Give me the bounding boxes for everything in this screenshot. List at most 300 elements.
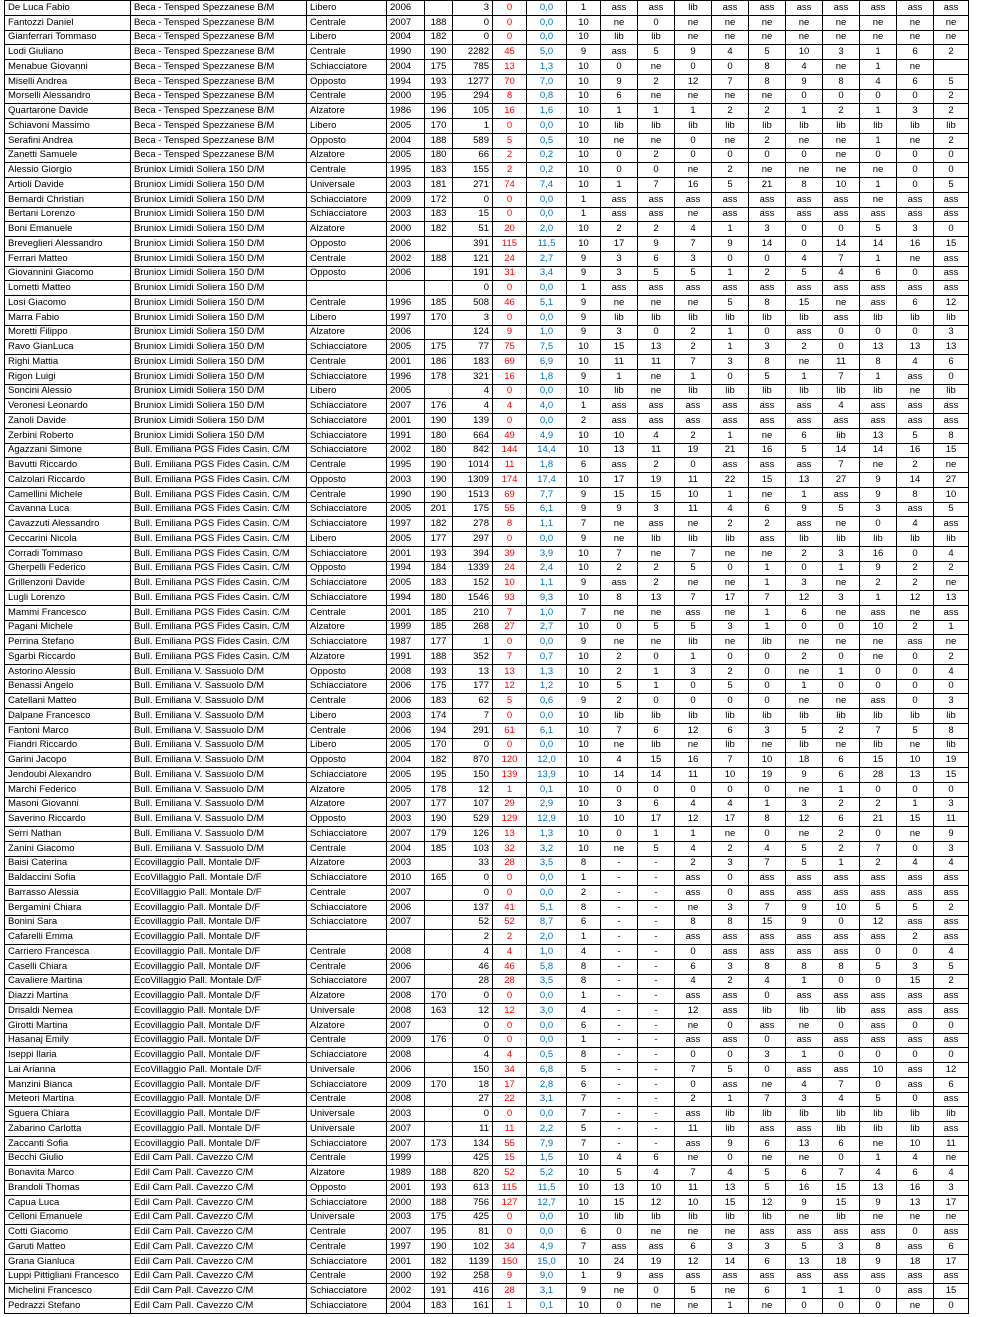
- cell-name: Michelini Francesco: [5, 1284, 131, 1299]
- cell-team: Bull. Emiliana V. Sassuolo D/M: [131, 827, 307, 842]
- cell-s5: 7: [749, 856, 786, 871]
- cell-s8: 28: [860, 768, 897, 783]
- cell-role: Opposto: [307, 812, 387, 827]
- cell-s5: 5: [749, 45, 786, 60]
- cell-height: [425, 1048, 453, 1063]
- cell-s6: 5: [786, 266, 823, 281]
- cell-s5: 0: [749, 325, 786, 340]
- cell-s1: ne: [601, 517, 638, 532]
- cell-s7: 6: [823, 1136, 860, 1151]
- cell-team: Bull. Emiliana PGS Fides Casin. C/M: [131, 532, 307, 547]
- cell-s3: lib: [675, 384, 712, 399]
- cell-points: 1513: [453, 487, 493, 502]
- cell-s3: 7: [675, 546, 712, 561]
- cell-s2: 1: [638, 827, 675, 842]
- cell-height: 181: [425, 178, 453, 193]
- cell-s10: ne: [934, 576, 969, 591]
- cell-points: 268: [453, 620, 493, 635]
- cell-s6: 8: [786, 178, 823, 193]
- cell-s7: 11: [823, 355, 860, 370]
- cell-s1: 15: [601, 1195, 638, 1210]
- cell-s6: 0: [786, 148, 823, 163]
- cell-s7: 0: [823, 1299, 860, 1314]
- cell-height: 178: [425, 369, 453, 384]
- cell-s10: 5: [934, 502, 969, 517]
- cell-s7: ne: [823, 30, 860, 45]
- cell-name: Moretti Filippo: [5, 325, 131, 340]
- cell-team: Ecovillaggio Pall. Montale D/F: [131, 1004, 307, 1019]
- cell-year: 2003: [387, 1210, 425, 1225]
- cell-height: [425, 1092, 453, 1107]
- cell-s1: -: [601, 900, 638, 915]
- cell-s9: 8: [897, 487, 934, 502]
- cell-team: Bull. Emiliana V. Sassuolo D/M: [131, 841, 307, 856]
- cell-s6: 4: [786, 1077, 823, 1092]
- cell-avg: 15,0: [527, 1254, 567, 1269]
- cell-s3: 9: [675, 45, 712, 60]
- cell-s10: ass: [934, 886, 969, 901]
- cell-name: Bernardi Christian: [5, 192, 131, 207]
- cell-s4: 6: [712, 723, 749, 738]
- cell-avg: 0,0: [527, 1107, 567, 1122]
- cell-gp: 7: [567, 1092, 601, 1107]
- cell-s6: 6: [786, 605, 823, 620]
- cell-points: 297: [453, 532, 493, 547]
- cell-gp: 1: [567, 1033, 601, 1048]
- cell-s6: lib: [786, 738, 823, 753]
- cell-year: 2001: [387, 1254, 425, 1269]
- cell-year: 2000: [387, 222, 425, 237]
- cell-avg: 12,7: [527, 1195, 567, 1210]
- cell-s1: lib: [601, 119, 638, 134]
- cell-points: 785: [453, 60, 493, 75]
- cell-s8: lib: [860, 709, 897, 724]
- cell-s4: ass: [712, 1033, 749, 1048]
- table-row: [5, 487, 969, 502]
- cell-s10: 4: [934, 1166, 969, 1181]
- cell-gp: 10: [567, 1195, 601, 1210]
- cell-s7: 1: [823, 856, 860, 871]
- cell-s4: lib: [712, 738, 749, 753]
- cell-s10: ne: [934, 1151, 969, 1166]
- cell-errors: 0: [493, 1, 527, 16]
- cell-s6: 10: [786, 45, 823, 60]
- cell-errors: 93: [493, 591, 527, 606]
- cell-s1: -: [601, 1018, 638, 1033]
- cell-s8: lib: [860, 310, 897, 325]
- cell-s3: lib: [675, 1210, 712, 1225]
- table-row: [5, 60, 969, 75]
- cell-avg: 1,3: [527, 827, 567, 842]
- table-row: [5, 163, 969, 178]
- cell-gp: 10: [567, 1299, 601, 1314]
- cell-year: 2002: [387, 251, 425, 266]
- cell-s10: ass: [934, 207, 969, 222]
- cell-s1: 9: [601, 502, 638, 517]
- cell-avg: 0,0: [527, 1225, 567, 1240]
- cell-s1: ne: [601, 532, 638, 547]
- cell-s6: 2: [786, 340, 823, 355]
- cell-s9: 5: [897, 900, 934, 915]
- cell-s8: 1: [860, 60, 897, 75]
- cell-s1: -: [601, 1063, 638, 1078]
- cell-s1: 3: [601, 797, 638, 812]
- cell-height: 183: [425, 694, 453, 709]
- cell-s9: 13: [897, 768, 934, 783]
- table-row: [5, 738, 969, 753]
- cell-s9: 0: [897, 1048, 934, 1063]
- cell-s10: 3: [934, 841, 969, 856]
- cell-s7: 3: [823, 45, 860, 60]
- cell-name: Garini Jacopo: [5, 753, 131, 768]
- cell-s3: ass: [675, 871, 712, 886]
- cell-errors: 0: [493, 192, 527, 207]
- cell-role: Schiacciatore: [307, 827, 387, 842]
- cell-s7: 18: [823, 1254, 860, 1269]
- cell-s6: lib: [786, 709, 823, 724]
- cell-year: 2005: [387, 502, 425, 517]
- cell-s8: 1: [860, 251, 897, 266]
- cell-s9: ass: [897, 1, 934, 16]
- cell-s4: 3: [712, 1240, 749, 1255]
- cell-role: Alzatore: [307, 989, 387, 1004]
- table-row: [5, 325, 969, 340]
- cell-role: Schiacciatore: [307, 414, 387, 429]
- cell-s7: lib: [823, 119, 860, 134]
- cell-avg: 6,8: [527, 1063, 567, 1078]
- cell-s4: ne: [712, 15, 749, 30]
- cell-s8: ne: [860, 15, 897, 30]
- cell-s9: 0: [897, 266, 934, 281]
- cell-s5: 4: [749, 841, 786, 856]
- cell-s1: 2: [601, 650, 638, 665]
- cell-team: Bruniox Limidi Soliera 150 D/M: [131, 384, 307, 399]
- table-row: [5, 1284, 969, 1299]
- table-row: [5, 15, 969, 30]
- cell-points: 1: [453, 119, 493, 134]
- cell-s8: 0: [860, 664, 897, 679]
- cell-s6: 6: [786, 428, 823, 443]
- cell-team: Bull. Emiliana V. Sassuolo D/M: [131, 768, 307, 783]
- cell-s1: 5: [601, 679, 638, 694]
- cell-name: Zanetti Samuele: [5, 148, 131, 163]
- cell-s5: 5: [749, 1166, 786, 1181]
- cell-avg: 2,2: [527, 1122, 567, 1137]
- cell-s3: ass: [675, 930, 712, 945]
- cell-points: 137: [453, 900, 493, 915]
- cell-s9: 0: [897, 325, 934, 340]
- cell-s9: lib: [897, 119, 934, 134]
- cell-errors: 4: [493, 945, 527, 960]
- cell-height: 195: [425, 1225, 453, 1240]
- cell-role: Schiacciatore: [307, 591, 387, 606]
- cell-s10: 13: [934, 591, 969, 606]
- cell-errors: 0: [493, 989, 527, 1004]
- cell-s3: 11: [675, 768, 712, 783]
- cell-s2: 0: [638, 694, 675, 709]
- cell-avg: 3,4: [527, 266, 567, 281]
- cell-s2: 5: [638, 266, 675, 281]
- cell-role: Centrale: [307, 959, 387, 974]
- cell-name: Lodi Giuliano: [5, 45, 131, 60]
- cell-s8: 13: [860, 428, 897, 443]
- cell-gp: 10: [567, 237, 601, 252]
- cell-s3: ass: [675, 1269, 712, 1284]
- cell-s10: ass: [934, 871, 969, 886]
- cell-year: 2010: [387, 871, 425, 886]
- cell-s4: ne: [712, 576, 749, 591]
- cell-gp: 1: [567, 399, 601, 414]
- cell-s10: ass: [934, 281, 969, 296]
- cell-avg: 0,0: [527, 886, 567, 901]
- cell-s10: 2: [934, 45, 969, 60]
- cell-s3: ass: [675, 399, 712, 414]
- cell-team: EcoVillaggio Pall. Montale D/F: [131, 871, 307, 886]
- cell-gp: 10: [567, 1210, 601, 1225]
- cell-s7: 5: [823, 502, 860, 517]
- cell-s4: 7: [712, 753, 749, 768]
- table-row: [5, 1269, 969, 1284]
- cell-s3: 6: [675, 1240, 712, 1255]
- cell-team: Bruniox Limidi Soliera 150 D/M: [131, 355, 307, 370]
- cell-s10: 8: [934, 428, 969, 443]
- cell-s2: ass: [638, 414, 675, 429]
- table-row: [5, 104, 969, 119]
- cell-role: Centrale: [307, 605, 387, 620]
- cell-s2: 2: [638, 576, 675, 591]
- cell-role: Libero: [307, 384, 387, 399]
- cell-s10: ass: [934, 1033, 969, 1048]
- cell-team: Bruniox Limidi Soliera 150 D/M: [131, 399, 307, 414]
- cell-errors: 31: [493, 266, 527, 281]
- cell-gp: 9: [567, 694, 601, 709]
- cell-s9: 4: [897, 856, 934, 871]
- cell-points: 210: [453, 605, 493, 620]
- cell-gp: 1: [567, 930, 601, 945]
- cell-s4: ass: [712, 989, 749, 1004]
- cell-s2: ne: [638, 60, 675, 75]
- cell-gp: 7: [567, 517, 601, 532]
- cell-s9: 0: [897, 841, 934, 856]
- cell-name: Schiavoni Massimo: [5, 119, 131, 134]
- cell-s5: ne: [749, 428, 786, 443]
- cell-team: Edil Cam Pall. Cavezzo C/M: [131, 1166, 307, 1181]
- cell-s9: ass: [897, 915, 934, 930]
- cell-height: 183: [425, 576, 453, 591]
- cell-s4: ass: [712, 458, 749, 473]
- cell-year: 2004: [387, 753, 425, 768]
- cell-s1: 0: [601, 1225, 638, 1240]
- cell-s3: lib: [675, 119, 712, 134]
- cell-year: 1991: [387, 650, 425, 665]
- cell-gp: 6: [567, 1225, 601, 1240]
- cell-s1: 3: [601, 251, 638, 266]
- cell-points: 13: [453, 664, 493, 679]
- cell-avg: 6,1: [527, 723, 567, 738]
- cell-s10: ass: [934, 989, 969, 1004]
- cell-avg: 2,7: [527, 251, 567, 266]
- cell-role: Centrale: [307, 1240, 387, 1255]
- cell-s1: 2: [601, 561, 638, 576]
- cell-team: Ecovillaggio Pall. Montale D/F: [131, 1048, 307, 1063]
- cell-s4: lib: [712, 1122, 749, 1137]
- cell-s6: 4: [786, 60, 823, 75]
- table-row: [5, 251, 969, 266]
- cell-errors: 28: [493, 974, 527, 989]
- cell-s2: ne: [638, 546, 675, 561]
- cell-s7: 3: [823, 591, 860, 606]
- cell-s6: 5: [786, 856, 823, 871]
- cell-team: Bull. Emiliana PGS Fides Casin. C/M: [131, 443, 307, 458]
- cell-s6: 1: [786, 369, 823, 384]
- cell-team: Ecovillaggio Pall. Montale D/F: [131, 1092, 307, 1107]
- cell-s2: ass: [638, 1, 675, 16]
- cell-name: Garuti Matteo: [5, 1240, 131, 1255]
- cell-points: 177: [453, 679, 493, 694]
- cell-s5: 5: [749, 1181, 786, 1196]
- cell-year: 2007: [387, 1225, 425, 1240]
- cell-s7: 15: [823, 1195, 860, 1210]
- cell-gp: 10: [567, 384, 601, 399]
- cell-s7: 2: [823, 104, 860, 119]
- cell-s3: 6: [675, 959, 712, 974]
- cell-s1: -: [601, 915, 638, 930]
- cell-team: Bull. Emiliana V. Sassuolo D/M: [131, 797, 307, 812]
- cell-height: [425, 915, 453, 930]
- cell-role: Schiacciatore: [307, 974, 387, 989]
- cell-name: Lugli Lorenzo: [5, 591, 131, 606]
- cell-s4: lib: [712, 1210, 749, 1225]
- cell-role: Opposto: [307, 753, 387, 768]
- cell-s7: lib: [823, 1122, 860, 1137]
- cell-height: 175: [425, 60, 453, 75]
- cell-s9: lib: [897, 709, 934, 724]
- cell-name: Marchi Federico: [5, 782, 131, 797]
- cell-s8: ne: [860, 30, 897, 45]
- cell-errors: 0: [493, 1033, 527, 1048]
- cell-s2: ne: [638, 296, 675, 311]
- cell-team: Bull. Emiliana V. Sassuolo D/M: [131, 738, 307, 753]
- cell-year: 2000: [387, 1269, 425, 1284]
- cell-team: Beca - Tensped Spezzanese B/M: [131, 133, 307, 148]
- cell-s5: ass: [749, 1018, 786, 1033]
- cell-s9: 6: [897, 74, 934, 89]
- cell-height: 183: [425, 1299, 453, 1314]
- cell-s9: ass: [897, 369, 934, 384]
- table-row: [5, 340, 969, 355]
- cell-height: 182: [425, 517, 453, 532]
- cell-s10: 1: [934, 620, 969, 635]
- cell-avg: 5,8: [527, 959, 567, 974]
- cell-avg: 0,0: [527, 384, 567, 399]
- cell-gp: 10: [567, 768, 601, 783]
- cell-team: Bull. Emiliana PGS Fides Casin. C/M: [131, 605, 307, 620]
- cell-year: 1995: [387, 163, 425, 178]
- cell-role: Schiacciatore: [307, 428, 387, 443]
- cell-gp: 7: [567, 605, 601, 620]
- table-row: [5, 605, 969, 620]
- cell-role: Opposto: [307, 1181, 387, 1196]
- cell-gp: 10: [567, 827, 601, 842]
- cell-s4: ass: [712, 207, 749, 222]
- cell-height: [425, 1063, 453, 1078]
- cell-gp: 10: [567, 104, 601, 119]
- cell-points: 183: [453, 355, 493, 370]
- cell-s3: ass: [675, 192, 712, 207]
- table-row: [5, 812, 969, 827]
- cell-s8: 7: [860, 723, 897, 738]
- cell-s4: 4: [712, 45, 749, 60]
- cell-s5: ass: [749, 1, 786, 16]
- cell-gp: 9: [567, 576, 601, 591]
- cell-role: Alzatore: [307, 650, 387, 665]
- cell-s7: ass: [823, 487, 860, 502]
- cell-s5: 0: [749, 782, 786, 797]
- cell-s2: ass: [638, 399, 675, 414]
- cell-s1: ass: [601, 576, 638, 591]
- cell-s7: lib: [823, 428, 860, 443]
- cell-year: 2003: [387, 207, 425, 222]
- cell-team: Edil Cam Pall. Cavezzo C/M: [131, 1284, 307, 1299]
- cell-name: Lai Arianna: [5, 1063, 131, 1078]
- cell-s5: 12: [749, 1195, 786, 1210]
- cell-s5: ass: [749, 414, 786, 429]
- cell-points: 508: [453, 296, 493, 311]
- cell-height: 170: [425, 1077, 453, 1092]
- cell-height: 190: [425, 473, 453, 488]
- table-row: [5, 915, 969, 930]
- cell-errors: 70: [493, 74, 527, 89]
- cell-s8: ass: [860, 989, 897, 1004]
- table-row: [5, 1077, 969, 1092]
- cell-s10: 3: [934, 325, 969, 340]
- cell-s4: ass: [712, 399, 749, 414]
- cell-s9: ass: [897, 989, 934, 1004]
- cell-s2: 7: [638, 178, 675, 193]
- cell-role: Schiacciatore: [307, 369, 387, 384]
- cell-s3: lib: [675, 532, 712, 547]
- cell-s4: 0: [712, 782, 749, 797]
- cell-role: Schiacciatore: [307, 576, 387, 591]
- cell-height: 188: [425, 1195, 453, 1210]
- cell-points: 62: [453, 694, 493, 709]
- cell-s9: 16: [897, 237, 934, 252]
- cell-avg: 1,0: [527, 605, 567, 620]
- cell-year: 2005: [387, 576, 425, 591]
- cell-errors: 49: [493, 428, 527, 443]
- cell-s9: lib: [897, 1107, 934, 1122]
- cell-role: Universale: [307, 1063, 387, 1078]
- cell-s10: 6: [934, 1077, 969, 1092]
- cell-s3: ass: [675, 1107, 712, 1122]
- cell-s3: 11: [675, 473, 712, 488]
- table-row: [5, 443, 969, 458]
- cell-s7: ne: [823, 148, 860, 163]
- cell-name: Camellini Michele: [5, 487, 131, 502]
- cell-s10: lib: [934, 1107, 969, 1122]
- cell-name: Perrina Stefano: [5, 635, 131, 650]
- cell-s2: -: [638, 945, 675, 960]
- cell-s4: lib: [712, 532, 749, 547]
- cell-s2: ne: [638, 369, 675, 384]
- cell-s7: 6: [823, 768, 860, 783]
- cell-s5: ne: [749, 15, 786, 30]
- cell-points: 126: [453, 827, 493, 842]
- cell-role: Alzatore: [307, 104, 387, 119]
- cell-errors: 75: [493, 340, 527, 355]
- cell-avg: 7,5: [527, 340, 567, 355]
- cell-height: 176: [425, 1033, 453, 1048]
